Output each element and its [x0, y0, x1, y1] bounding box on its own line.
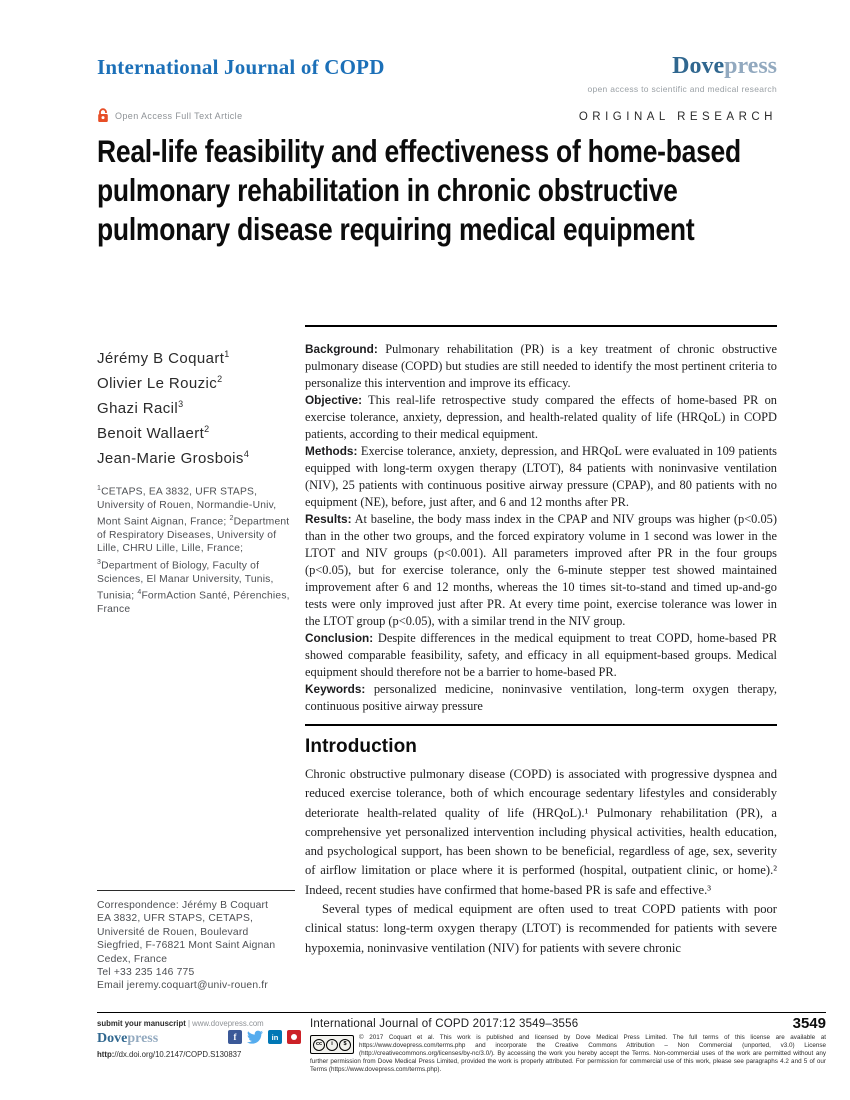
introduction-body — [305, 765, 777, 958]
footer-press-text: press — [127, 1031, 159, 1046]
cc-icon: cc — [313, 1039, 325, 1051]
footer-dove-text: Dove — [97, 1031, 128, 1046]
introduction-heading: Introduction — [305, 736, 418, 757]
author-name: Olivier Le Rouzic$^2$ — [97, 374, 223, 392]
correspondence-lines — [97, 899, 295, 993]
author-block — [97, 344, 297, 616]
author-name: Jérémy B Coquart$^1$ — [97, 349, 230, 367]
dovepress-social-icon[interactable] — [287, 1030, 301, 1044]
submit-separator: | — [185, 1019, 193, 1028]
footer-divider — [97, 1012, 826, 1013]
affiliations: $^1$CETAPS, EA 3832, UFR STAPS, University of Rouen, Normandie-Univ, Mont Saint Aignan, France; $^2$Department of Respiratory Diseases, University of Lille, CHRU Lille, Lille, France; $^3$Department of Biology, Faculty of Sciences, El Manar University, Tunis, Tunisia; $^4$FormAction Santé, Pérenchies, France — [97, 485, 290, 615]
footer-dovepress-logo — [97, 1031, 158, 1047]
abstract-section: Objective: This real-life retrospective study compared the effects of home-based PR on exercise tolerance, anxiety, depression, and health-related quality of life (HRQoL) in COPD patients, according to their medical equipment. — [305, 393, 777, 441]
abstract-section: Methods: Exercise tolerance, anxiety, depression, and HRQoL were evaluated in 109 patients equipped with long-term oxygen therapy (LTOT), 84 patients with noninvasive ventilation (NIV), 25 patients with continuous positive airway pressure (CPAP), and 80 patients with no equipment (NE), before, just after, and 6 and 12 months after PR. — [305, 444, 777, 509]
doi-rest: //dx.doi.org/10.2147/COPD.S130837 — [114, 1050, 242, 1059]
license-text: © 2017 Coquart et al. This work is published and licensed by Dove Medical Press Limited. The full terms of this license are available at https://www.dovepress.com/terms.php and incorporate the Creative Commons Attribution – Non Commercial (unported, v3.0) License (http://creativecommons.org/licenses/by-nc/3.0/). By accessing the work you hereby accept the Terms. Non-commercial uses of the work are permitted without any further permission from Dove Medical Press Limited, provided the work is properly attributed. For permission for commercial use of this work, please see paragraphs 4.2 and 5 of our Terms (https://www.dovepress.com/terms.php). — [310, 1034, 826, 1073]
abstract-top-rule — [305, 325, 777, 327]
article-title-line-1: Real-life feasibility and effectiveness of home-based — [97, 133, 741, 169]
article-title-line-3: pulmonary disease requiring medical equipment — [97, 211, 695, 247]
correspondence-divider — [97, 890, 295, 891]
abstract-bottom-rule — [305, 724, 777, 726]
author-name: Ghazi Racil$^3$ — [97, 399, 184, 417]
introduction-paragraph: Several types of medical equipment are often used to treat COPD patients with poor clinical status: long-term oxygen therapy (LTOT) is recommended for patients with severe hypoxemia, noninvasive ventilation (NIV) for patients with severe chronic — [305, 902, 777, 955]
correspondence-line: Tel +33 235 146 775 — [97, 967, 195, 979]
article-type-label: ORIGINAL RESEARCH — [578, 111, 777, 123]
twitter-icon[interactable] — [247, 1030, 263, 1044]
cc-license-badge — [310, 1035, 354, 1054]
abstract-section: Results: At baseline, the body mass index in the CPAP and NIV groups was higher (p<0.05) than in the other two groups, and the forced expiratory volume in 1 second was lower in the LTOT and NIV groups (p<0.001). All parameters improved after PR in the four groups (p<0.05), but for exercise tolerance, only the 6-minute stepper test showed maintained improvement after 6 and 12 months, whereas the 10 times sit-to-stand and timed up-and-go tests were only improved just after PR. At every time point, exercise tolerance was lower in the LTOT group (p<0.05), with a similar trend in the NIV group. — [305, 512, 777, 628]
linkedin-icon[interactable]: in — [268, 1030, 282, 1044]
abstract-section: Conclusion: Despite differences in the medical equipment to treat COPD, home-based PR showed comparable feasibility, safety, and efficacy in all equipment-based groups. Medical equipment should therefore not be a barrier to home-based PR. — [305, 631, 777, 679]
cc-by-icon: i — [326, 1039, 338, 1051]
open-access-row — [97, 108, 242, 123]
author-name: Jean-Marie Grosbois$^4$ — [97, 449, 250, 467]
correspondence-line: Correspondence: Jérémy B Coquart — [97, 900, 269, 911]
doi-prefix: http: — [97, 1050, 115, 1059]
abstract-section: Background: Pulmonary rehabilitation (PR) is a key treatment of chronic obstructive pulmonary disease (COPD) but studies are still needed to identify the most pertinent criteria to personalize this intervention and improve its efficacy. — [305, 342, 777, 390]
submit-manuscript-line — [97, 1019, 264, 1028]
cc-nc-icon: $ — [339, 1039, 351, 1051]
correspondence-line: EA 3832, UFR STAPS, CETAPS, Université de Rouen, Boulevard Siegfried, F-76821 Mont Saint Aignan Cedex, France — [97, 913, 276, 965]
page-number: 3549 — [792, 1015, 826, 1032]
journal-name: International Journal of COPD — [97, 55, 385, 79]
social-icons-row — [228, 1030, 301, 1044]
facebook-icon[interactable]: f — [228, 1030, 242, 1044]
correspondence-block — [97, 890, 295, 993]
submit-manuscript-label: submit your manuscript — [97, 1019, 186, 1028]
dovepress-logo-dove: Dove — [672, 53, 725, 79]
doi-link[interactable] — [97, 1050, 241, 1059]
author-name: Benoit Wallaert$^2$ — [97, 424, 210, 442]
main-column — [305, 325, 777, 958]
dovepress-logo — [672, 53, 777, 80]
author-list — [97, 344, 297, 469]
dovepress-logo-press: press — [724, 53, 777, 79]
abstract-section: Keywords: personalized medicine, noninvasive ventilation, long-term oxygen therapy, continuous positive airway pressure — [305, 682, 777, 713]
dovepress-url-link[interactable]: www.dovepress.com — [192, 1019, 264, 1028]
journal-tagline: open access to scientific and medical research — [587, 84, 777, 94]
introduction-paragraph: Chronic obstructive pulmonary disease (COPD) is associated with progressive dyspnea and reduced exercise tolerance, both of which encourage sedentary lifestyles and considerably deteriorate health-related quality of life (HRQoL).¹ Pulmonary rehabilitation (PR), a comprehensive yet personalized intervention including physical activities, health education, and psychological support, has been shown to be beneficial, regardless of age, sex, severity of airflow limitation or place where it is performed (hospital, outpatient clinic, or home).² Indeed, recent studies have confirmed that home-based PR is safe and effective.³ — [305, 767, 777, 897]
open-access-label: Open Access Full Text Article — [115, 110, 243, 121]
article-title — [97, 132, 802, 249]
abstract — [305, 341, 777, 715]
article-title-line-2: pulmonary rehabilitation in chronic obstructive — [97, 172, 678, 208]
journal-citation: International Journal of COPD 2017:12 3549–3556 — [310, 1018, 579, 1030]
open-access-lock-icon — [97, 108, 109, 123]
license-block — [310, 1034, 826, 1074]
correspondence-email[interactable]: Email jeremy.coquart@univ-rouen.fr — [97, 980, 269, 992]
